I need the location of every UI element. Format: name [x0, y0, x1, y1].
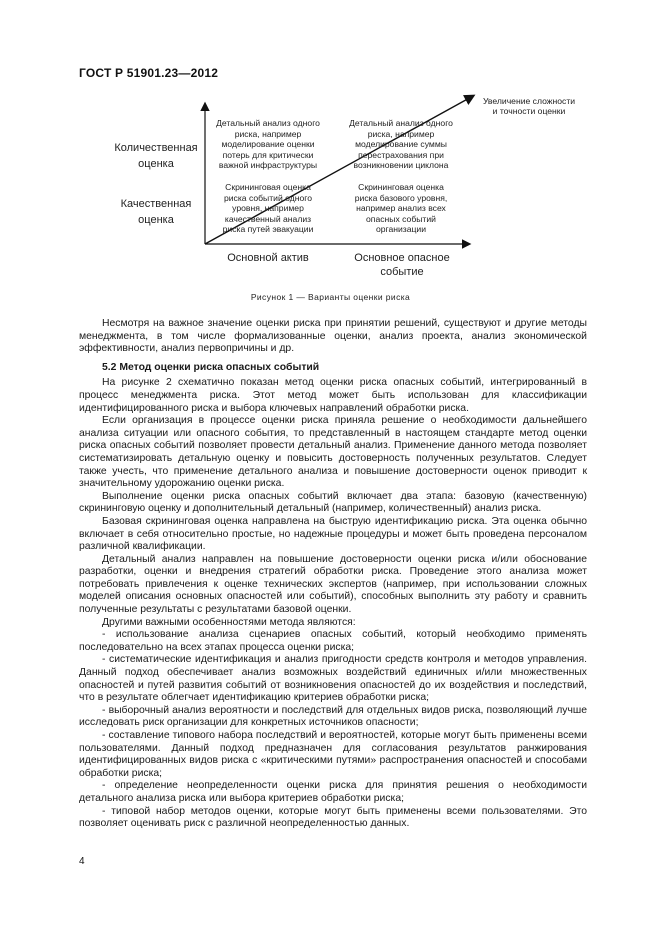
diagram-axes — [0, 0, 661, 300]
cell-detailed-event: Детальный анализ одного риска, например моделирование суммы перестрахования при возникновении циклона — [349, 118, 453, 171]
cell-screening-event: Скрининговая оценка риска базового уровня, например анализ всех опасных событий организации — [354, 182, 448, 235]
list-item: - выборочный анализ вероятности и последствий для отдельных видов риска, позволяющий лучше исследовать риск организации для конкретных источников опасности; — [79, 704, 587, 729]
y-label-qualitative: Качественная оценка — [120, 198, 192, 226]
paragraph: Если организация в процессе оценки риска приняла решение о необходимости дальнейшего анализа ситуации или опасного события, то представленный в настоящем стандарте метод оценки риска опасных событий позволяет провести детальный анализ. Применение данного метода позволяет систематизировать детальную оценку и повысить достоверность полученных результатов. Следует также учесть, что применение детального анализа и повышение достоверности оценок приводит к значительному удорожанию оценки риска. — [79, 415, 587, 490]
list-item: - определение неопределенности оценки риска для принятия решения о необходимости детального анализа риска или выбора критериев обработки риска; — [79, 780, 587, 804]
list-item: - систематические идентификация и анализ пригодности средств контроля и методов управления. Данный подход обеспечивает анализ возможных воздействий единичных и/или множественных опасностей и путей развития событий от возникновения опасностей до их воздействия и последствий, что в результате облегчает идентификацию критериев обработки риска; — [79, 654, 587, 704]
figure-caption: Рисунок 1 — Варианты оценки риска — [250, 292, 411, 302]
y-label-quantitative: Количественная оценка — [114, 142, 198, 170]
section-heading: 5.2 Метод оценки риска опасных событий — [102, 361, 320, 373]
paragraph: На рисунке 2 схематично показан метод оценки риска опасных событий, интегрированный в процесс менеджмента риска. Этот метод может быть использован для классификации идентифицированного риска и выбора ключевых направлений обработки риска. — [79, 377, 587, 414]
list-item: - использование анализа сценариев опасных событий, который необходимо применять последовательно на всех этапах процесса оценки риска; — [79, 629, 587, 653]
cell-detailed-asset: Детальный анализ одного риска, например моделирование оценки потерь для критически важной инфраструктуры — [216, 118, 320, 171]
cell-screening-asset: Скрининговая оценка риска событий одного уровня, например качественный анализ риска путей эвакуации — [222, 182, 314, 235]
paragraph: Несмотря на важное значение оценки риска при принятии решений, существуют и другие методы менеджмента, в том числе формализованные оценки, анализ проекта, анализ экономической эффективности, анализ первопричины и др. — [79, 318, 587, 355]
document-header: ГОСТ Р 51901.23—2012 — [79, 66, 219, 80]
x-label-main-event: Основное опасное событие — [354, 252, 450, 278]
page-number: 4 — [79, 856, 85, 867]
list-item: - типовой набор методов оценки, которые могут быть применены всеми пользователями. Это позволяет оценивать риск с различной неопределенностью данных. — [79, 805, 587, 830]
paragraph: Базовая скрининговая оценка направлена на быструю идентификацию риска. Эта оценка обычно включает в себя относительно простые, но надежные процедуры и может быть проведена персоналом различной квалификации. — [79, 515, 587, 553]
complexity-label: Увеличение сложности и точности оценки — [482, 96, 576, 116]
risk-assessment-diagram — [0, 0, 661, 300]
body-text — [79, 318, 587, 831]
paragraph: Детальный анализ направлен на повышение достоверности оценки риска и/или обоснование разработки, оценки и внедрения стратегий обработки риска. Проведение этого анализа может потребовать привлечения к оценке технических экспертов (например, при использовании сложных моделей описания основных опасностей или событий), способных выполнить эту работу и сравнить полученные результаты с результатами базовой оценки. — [79, 553, 587, 616]
x-label-main-asset: Основной актив — [227, 252, 309, 264]
paragraph: Выполнение оценки риска опасных событий включает два этапа: базовую (качественную) скрининговую оценку и дополнительный детальный (например, количественный) анализ риска. — [79, 490, 587, 515]
paragraph: Другими важными особенностями метода являются: — [102, 616, 356, 628]
list-item: - составление типового набора последствий и вероятностей, которые могут быть применены всеми пользователями. Данный подход предназначен для согласования результатов ранжирования идентифицированных видов риска с «критическими путями» распространения опасностей и способами обработки риска; — [79, 730, 587, 779]
